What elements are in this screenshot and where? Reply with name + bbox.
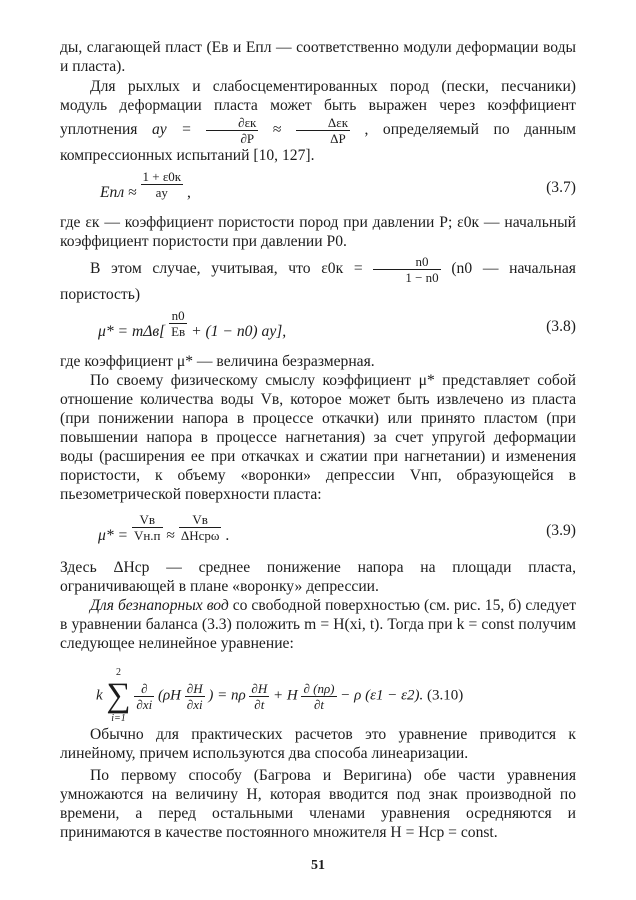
fraction-denominator: 1 − n0 xyxy=(405,270,439,285)
eq310-mid: (ρH xyxy=(157,687,182,704)
paragraph-8-text: со свободной поверхностью (см. рис. 15, б) следует в уравнении баланса (3.3) положить m = H(xi, t). Тогда при k = const получим следующее нелинейное уравнение: xyxy=(60,597,577,652)
eq310-d2 xyxy=(185,681,205,712)
fraction-numerator: ∂ (nρ) xyxy=(303,680,335,696)
paragraph-4 xyxy=(60,254,576,304)
eq39-lhs: μ* = xyxy=(98,527,129,545)
fraction-numerator: Vв xyxy=(179,512,222,528)
eq38-rhs: + (1 − n0) aу], xyxy=(191,323,287,341)
equation-number: (3.7) xyxy=(546,179,576,196)
fraction-numerator: ∂ xyxy=(134,681,154,697)
page-body xyxy=(60,38,577,873)
eq310-plus: + H xyxy=(272,687,298,704)
fraction-numerator: Δεк xyxy=(296,115,350,131)
eq310-eq: ) = nρ xyxy=(208,687,246,704)
paragraph-6: По своему физическому смыслу коэффициент μ* представляет собой отношение количества воды Vв, которое может быть извлечено из пласта (при понижении напора в процессе откачки) или принято пластом (при повышении напора в процессе нагнетания) за счет упругой деформации воды (расширения ее при откачках и сжатии при нагнетании) и изменения пористости, к объему «воронки» депрессии Vнп, образующейся в пьезометрической поверхности пласта: xyxy=(60,372,576,503)
equation-number: (3.10) xyxy=(427,687,464,704)
eq39-fraction-1 xyxy=(132,512,163,543)
eq310-d1 xyxy=(134,681,154,712)
fraction-denominator: ΔP xyxy=(330,131,346,146)
paragraph-10: По первому способу (Багрова и Веригина) обе части уравнения умножаются на величину H, которая вводится под знак производной по времени, а перед остальными членами уравнения осредняются и принимаются в качестве постоянного множителя H = Hср = const. xyxy=(60,767,576,841)
eq38-fraction xyxy=(169,308,187,339)
fraction-denominator: aу xyxy=(155,185,168,200)
paragraph-4-text-b: (n0 — начальная пористость) xyxy=(60,260,576,303)
approx-sign: ≈ xyxy=(272,121,282,139)
sum-symbol xyxy=(106,667,130,725)
equation-3-7 xyxy=(100,165,576,213)
eq38-lhs: μ* = mΔв[ xyxy=(98,323,166,341)
paragraph-1: ды, слагающей пласт (Eв и Eпл — соответственно модули деформации воды и пласта). xyxy=(60,39,576,75)
eq37-lhs: Eпл ≈ xyxy=(100,184,137,202)
fraction-denominator: ∂t xyxy=(313,696,324,712)
fraction-denominator: ∂P xyxy=(240,131,255,146)
paragraph-3: где εк — коэффициент пористости пород при давлении P; ε0к — начальный коэффициент пористости при давлении P0. xyxy=(60,214,576,250)
paragraph-9: Обычно для практических расчетов это уравнение приводится к линейному, причем используются два способа линеаризации. xyxy=(60,726,576,762)
equation-3-10 xyxy=(96,657,576,723)
fraction-denominator: ∂t xyxy=(254,696,265,712)
fraction-denominator: ∂xi xyxy=(186,696,203,712)
fraction-numerator: ∂εк xyxy=(206,115,258,131)
paragraph-2-text-a: Для рыхлых и слабосцементированных пород (пески, песчаники) модуль деформации пласта может быть выражен через коэффициент уплотнения xyxy=(60,78,576,139)
eq310-k: k xyxy=(96,687,103,704)
ay-symbol: aу = xyxy=(151,121,192,139)
paragraph-8-italic: Для безнапорных вод xyxy=(90,597,229,614)
fraction-denominator: Vн.п xyxy=(133,528,161,543)
paragraph-5: где коэффициент μ* — величина безразмерная. xyxy=(60,353,375,370)
paragraph-4-text-a: В этом случае, учитывая, что ε0к = xyxy=(90,260,363,278)
eq37-tail: , xyxy=(187,184,191,202)
paragraph-8 xyxy=(60,596,576,653)
eq39-fraction-2 xyxy=(179,512,222,543)
sigma-icon: ∑ xyxy=(106,677,131,714)
sum-upper-limit: 2 xyxy=(116,667,122,678)
equation-3-9 xyxy=(98,508,576,556)
eq310-d3 xyxy=(249,681,269,712)
paragraph-7: Здесь ΔHср — среднее понижение напора на площади пласта, ограничивающей в плане «воронку» депрессии. xyxy=(60,559,576,595)
fraction-denominator: ∂xi xyxy=(136,696,153,712)
fraction-numerator: Vв xyxy=(132,512,163,528)
paragraph-2-text-b: , определяемый по данным компрессионных испытаний [10, 127]. xyxy=(60,121,576,164)
paragraph-2 xyxy=(60,77,576,165)
fraction-deps-dp xyxy=(206,115,258,146)
porosity-fraction xyxy=(373,254,440,285)
equation-3-8 xyxy=(98,304,576,352)
eq39-tail: . xyxy=(225,527,230,545)
fraction-delta-eps-dp xyxy=(296,115,350,146)
approx-sign: ≈ xyxy=(166,527,175,545)
fraction-denominator: Eв xyxy=(171,324,186,339)
equation-number: (3.9) xyxy=(546,522,576,539)
page-number: 51 xyxy=(311,858,325,873)
eq310-tail: − ρ (ε1 − ε2). xyxy=(340,687,424,704)
fraction-numerator: ∂H xyxy=(186,680,203,696)
fraction-numerator: n0 xyxy=(373,254,440,270)
fraction-denominator: ΔHсрω xyxy=(180,528,220,543)
sum-lower-limit: i=1 xyxy=(111,713,126,724)
fraction-numerator: ∂H xyxy=(251,680,268,696)
eq310-d4 xyxy=(301,681,336,712)
eq37-fraction xyxy=(141,169,184,200)
fraction-numerator: n0 xyxy=(169,308,187,324)
equation-number: (3.8) xyxy=(546,318,576,335)
fraction-numerator: 1 + ε0к xyxy=(142,169,182,184)
